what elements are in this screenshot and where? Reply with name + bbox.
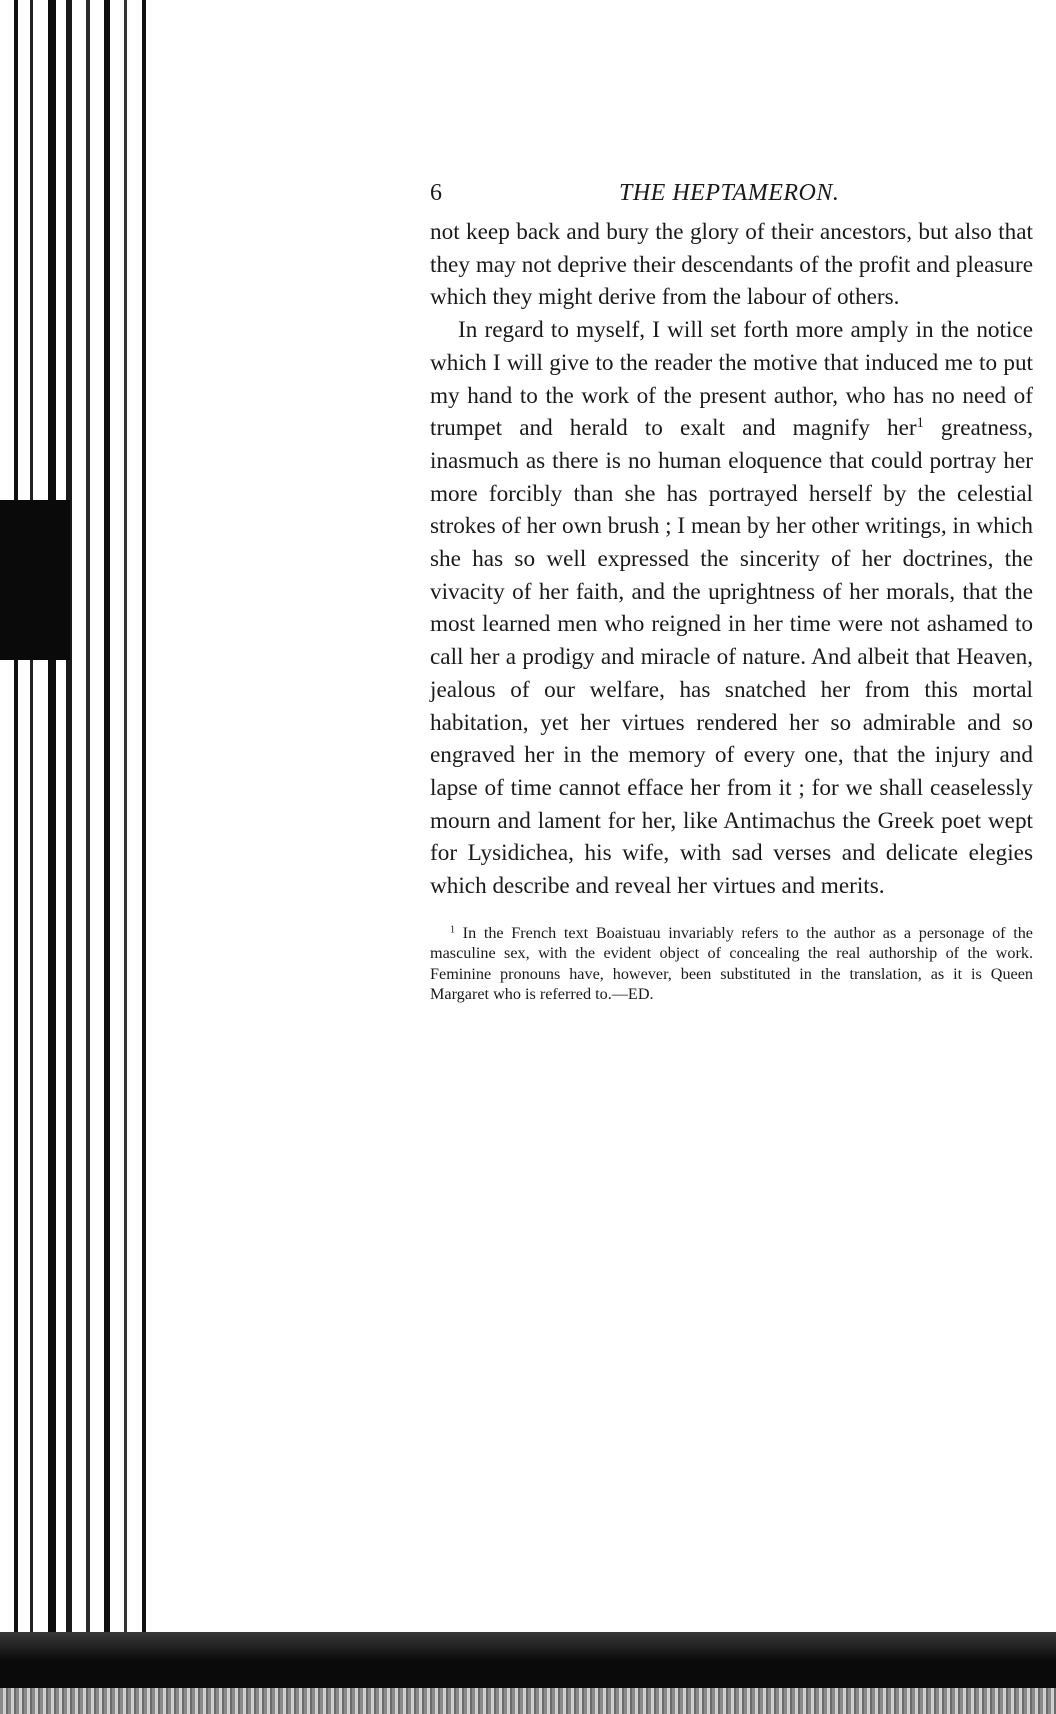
- book-spine-shadow: [0, 0, 160, 1714]
- footnotes: [430, 923, 1033, 1005]
- footnote: [430, 923, 1033, 1005]
- paragraph: [430, 314, 1033, 903]
- paragraph-text: greatness, inasmuch as there is no human eloquence that could portray her more forcibly than she has portrayed herself by the celestial strokes of her own brush ; I mean by her other writings, in which she has so well expressed the sincerity of her doctrines, the vivacity of her faith, and the uprightness of her morals, that the most learned men who reigned in her time were not ashamed to call her a prodigy and miracle of nature. And albeit that Heaven, jealous of our welfare, has snatched her from this mortal habitation, yet her virtues rendered her so admirable and so engraved her in the memory of every one, that the injury and lapse of time cannot efface her from it ; for we shall ceaselessly mourn and lament for her, like Antimachus the Greek poet wept for Lysidichea, his wife, with sad verses and delicate elegies which describe and reveal her virtues and merits.: [430, 415, 1033, 900]
- body-text: [430, 216, 1033, 903]
- paragraph-text: In regard to myself, I will set forth more amply in the notice which I will give to the reader the motive that induced me to put my hand to the work of the present author, who has no need of trumpet and herald to exalt and magnify her: [430, 317, 1033, 442]
- spine-dark-band: [0, 500, 70, 660]
- footnote-marker: 1: [450, 924, 456, 936]
- page-number: 6: [430, 180, 442, 206]
- running-head: [430, 180, 1033, 216]
- footnote-text: In the French text Boaistuau invariably refers to the author as a personage of the masculine sex, with the evident object of concealing the real authorship of the work. Feminine pronouns have, however, been substituted in the translation, as it is Queen Margaret who is referred to.—ED.: [430, 923, 1033, 1004]
- bottom-page-edge: [0, 1688, 1056, 1714]
- paragraph-text: not keep back and bury the glory of their ancestors, but also that they may not deprive their descendants of the profit and pleasure which they might derive from the labour of others.: [430, 219, 1033, 311]
- footnote-reference: 1: [916, 415, 924, 432]
- book-page: [430, 180, 1033, 1005]
- paragraph: [430, 216, 1033, 314]
- running-title: THE HEPTAMERON.: [619, 180, 840, 206]
